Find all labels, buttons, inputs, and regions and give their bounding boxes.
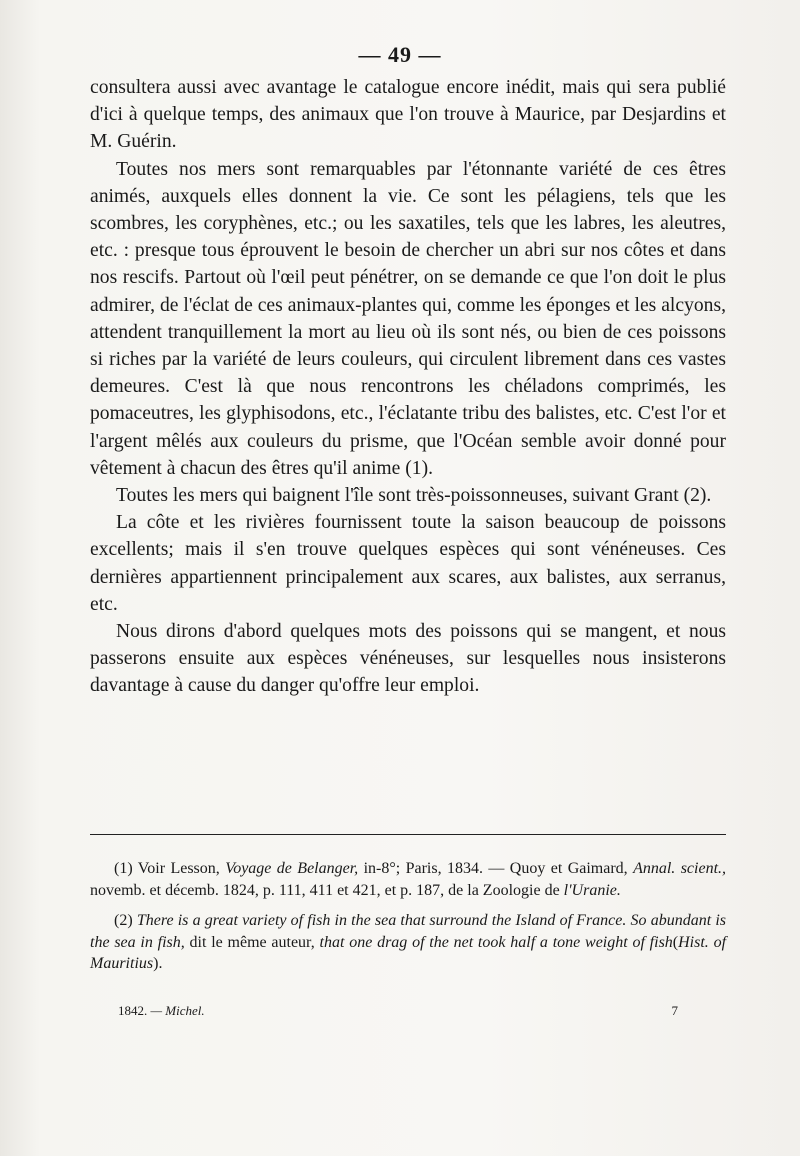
footnote-1-italic-b: Annal. scient.,	[633, 860, 727, 877]
paragraph-3: Toutes les mers qui baignent l'île sont très-poissonneuses, suivant Grant (2).	[116, 485, 712, 507]
paragraph-4: La côte et les rivières fournissent toute la saison beaucoup de poissons excellents; mais il s'en trouve quelques espèces qui sont vénéneuses. Ces dernières appartiennent principalement aux scares, aux balistes, aux serranus, etc.	[90, 512, 726, 615]
paragraph-2: Toutes nos mers sont remarquables par l'étonnante variété de ces êtres animés, auxquels elles donnent la vie. Ce sont les pélagiens, tels que les scombres, les coryphènes, etc.; ou les saxatiles, tels que les labres, les aleutres, etc. : presque tous éprouvent le besoin de chercher un abri sur nos côtes et dans nos rescifs. Partout où l'œil peut pénétrer, on se demande ce que l'on doit le plus admirer, de l'éclat de ces animaux-plantes qui, comme les éponges et les alcyons, attendent tranquillement la mort au lieu où ils sont nés, ou bien de ces poissons si riches par la variété de leurs couleurs, qui circulent librement dans ces vastes demeures. C'est là que nous rencontrons les chéladons comprimés, les pomaceutres, les glyphisodons, etc., l'éclatante tribu des balistes, etc. C'est l'or et l'argent mêlés aux couleurs du prisme, que l'Océan semble avoir donné pour vêtement à chacun des êtres qu'il anime (1).	[90, 158, 726, 479]
footer-year: 1842.	[118, 1003, 148, 1018]
footnote-2-italic-b: that one drag of the net took half a tone weight of fish	[319, 933, 673, 951]
footnotes	[90, 858, 726, 984]
footnote-2-text-a: dit le même auteur,	[189, 933, 315, 951]
footnote-1-marker: (1)	[114, 860, 133, 877]
footer-author: — Michel.	[150, 1003, 205, 1018]
footnote-2-text-b: (	[672, 933, 679, 951]
page-number: — 49 —	[358, 42, 442, 67]
body-text	[90, 74, 726, 700]
footnote-1	[90, 858, 726, 901]
footnote-1-italic-c: l'Uranie.	[563, 881, 621, 899]
footnote-2-marker: (2)	[114, 912, 133, 929]
footnote-2-italic-a: There is a great variety of fish in the sea that surround the Island of France. So abundant is the sea in fish,	[90, 912, 726, 951]
footnote-2-italic-c: Hist. of Mauritius	[90, 933, 727, 972]
footnote-2	[90, 910, 726, 975]
footnote-1-italic-a: Voyage de Belanger,	[225, 860, 359, 877]
footnote-1-text-c: novemb. et décemb. 1824, p. 111, 411 et 421, et p. 187, de la Zoologie de	[90, 881, 560, 899]
printer-mark	[118, 1003, 205, 1019]
paragraph-1: consultera aussi avec avantage le catalogue encore inédit, mais qui sera publié d'ici à quelque temps, des animaux que l'on trouve à Maurice, par Desjardins et M. Guérin.	[90, 77, 726, 153]
signature-mark: 7	[671, 1003, 678, 1018]
footnote-1-text-b: in-8°; Paris, 1834. — Quoy et Gaimard,	[363, 860, 628, 877]
page-footer	[118, 1003, 678, 1019]
footnote-divider	[90, 834, 726, 835]
footnote-1-text-a: Voir Lesson,	[137, 860, 220, 877]
paragraph-5: Nous dirons d'abord quelques mots des poissons qui se mangent, et nous passerons ensuite aux espèces vénéneuses, sur lesquelles nous insisterons davantage à cause du danger qu'offre leur emploi.	[90, 621, 726, 697]
footnote-2-text-c: ).	[153, 955, 163, 972]
